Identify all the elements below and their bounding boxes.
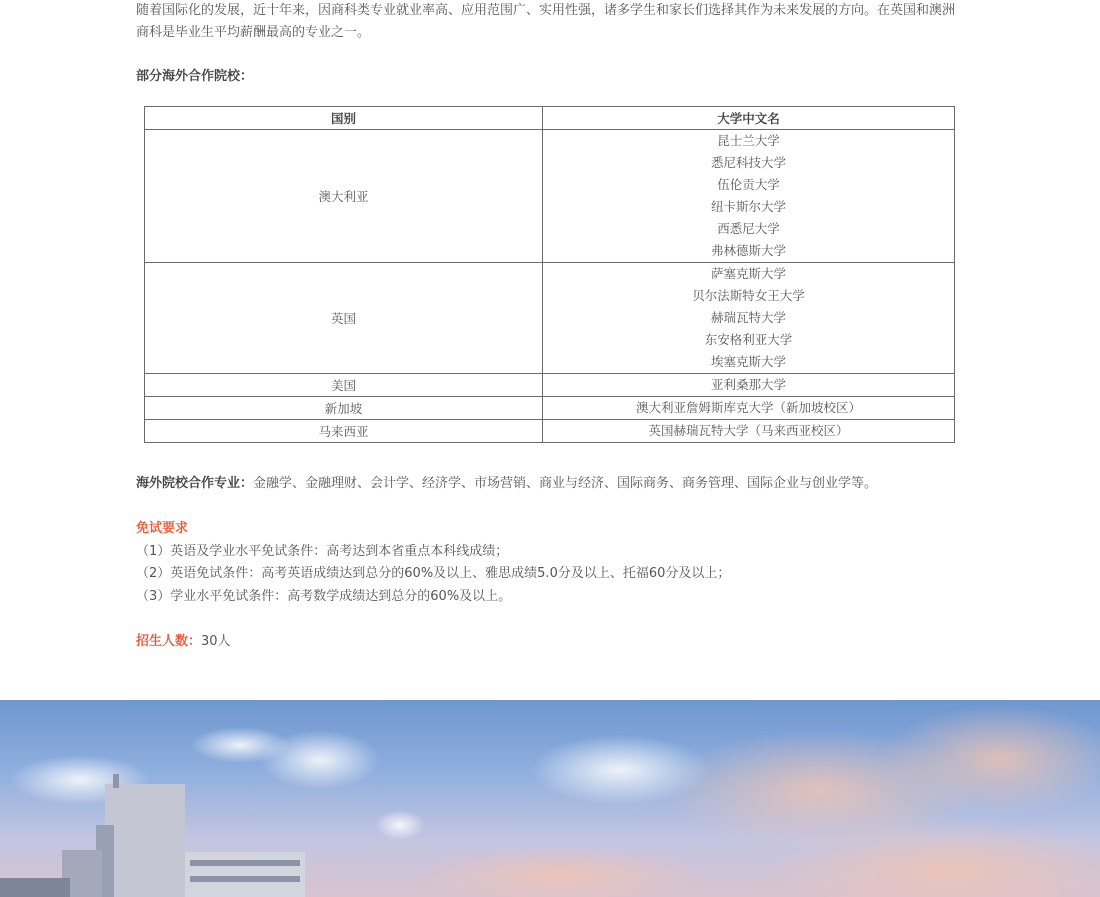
university-cell (543, 420, 955, 443)
university-cell (543, 130, 955, 263)
exemption-item: （2）英语免试条件：高考英语成绩达到总分的60%及以上、雅思成绩5.0分及以上、托福60分及以上； (136, 566, 731, 581)
enrollment-count (136, 631, 231, 653)
partner-majors (136, 473, 877, 495)
country-cell: 澳大利亚 (145, 130, 543, 263)
exemption-item: （3）学业水平免试条件：高考数学成绩达到总分的60%及以上。 (136, 588, 512, 604)
university-name: 弗林德斯大学 (710, 243, 786, 258)
university-name: 西悉尼大学 (717, 221, 780, 236)
country-cell: 新加坡 (145, 397, 543, 420)
university-name: 贝尔法斯特女王大学 (692, 288, 805, 303)
country-cell: 美国 (145, 374, 543, 397)
majors-text: 金融学、金融理财、会计学、经济学、市场营销、商业与经济、国际商务、商务管理、国际企业与创业学等。 (253, 476, 878, 491)
university-name: 澳大利亚詹姆斯库克大学（新加坡校区） (635, 400, 861, 415)
table-header-row (145, 107, 955, 130)
table-row (145, 374, 955, 397)
university-cell (543, 263, 955, 374)
university-name: 昆士兰大学 (717, 133, 780, 148)
table-row (145, 397, 955, 420)
exemption-title: 免试要求 (136, 521, 189, 536)
university-name: 萨塞克斯大学 (710, 266, 786, 281)
university-name: 悉尼科技大学 (710, 155, 786, 170)
table-row (145, 263, 955, 374)
university-name: 赫瑞瓦特大学 (710, 310, 786, 325)
column-header-country: 国别 (145, 107, 543, 130)
country-cell: 马来西亚 (145, 420, 543, 443)
partner-schools-table (144, 106, 955, 443)
university-name: 纽卡斯尔大学 (710, 199, 786, 214)
table-row (145, 130, 955, 263)
enrollment-label: 招生人数： (136, 634, 202, 649)
university-cell (543, 397, 955, 420)
university-name: 伍伦贡大学 (717, 177, 780, 192)
university-name: 英国赫瑞瓦特大学（马来西亚校区） (648, 423, 849, 438)
university-name: 东安格利亚大学 (704, 332, 793, 347)
campus-banner-image (0, 700, 1100, 897)
table-row (145, 420, 955, 443)
intro-paragraph (136, 0, 971, 44)
country-cell: 英国 (145, 263, 543, 374)
university-cell (543, 374, 955, 397)
enrollment-value: 30人 (201, 634, 231, 649)
intro-section (136, 0, 971, 88)
exemption-item: （1）英语及学业水平免试条件：高考达到本省重点本科线成绩； (136, 543, 509, 559)
intro-line: 商科是毕业生平均薪酬最高的专业之一。 (136, 25, 371, 40)
column-header-university: 大学中文名 (543, 107, 955, 130)
majors-label: 海外院校合作专业： (136, 476, 254, 491)
partners-title: 部分海外合作院校： (136, 69, 254, 84)
university-name: 埃塞克斯大学 (710, 354, 786, 369)
exemption-requirements (136, 518, 730, 608)
university-name: 亚利桑那大学 (710, 377, 786, 392)
intro-line: 随着国际化的发展，近十年来，因商科类专业就业率高、应用范围广、实用性强，诸多学生和家长们选择其作为未来发展的方向。在英国和澳洲 (136, 3, 956, 18)
campus-photo-illustration (0, 700, 1100, 897)
